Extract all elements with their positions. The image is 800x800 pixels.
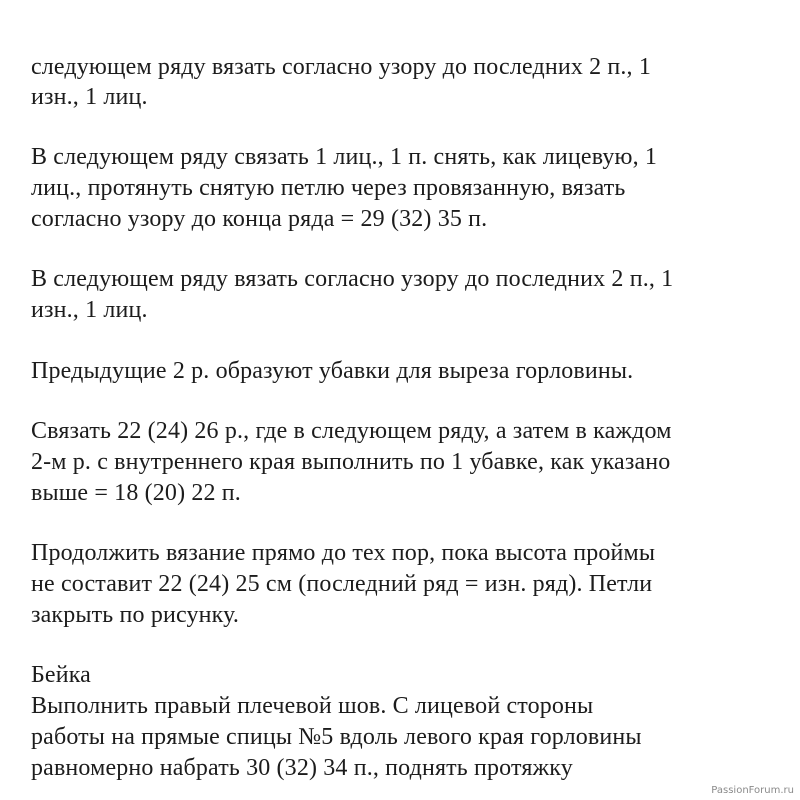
text-line: закрыть по рисунку. [31, 602, 239, 628]
text-line: Выполнить правый плечевой шов. С лицевой стороны [31, 693, 594, 719]
text-line: работы на прямые спицы №5 вдоль левого края горловины [31, 724, 642, 750]
watermark: PassionForum.ru [711, 785, 794, 796]
text-line: не составит 22 (24) 25 см (последний ряд = изн. ряд). Петли [31, 571, 653, 597]
text-line: В следующем ряду вязать согласно узору до последних 2 п., 1 [31, 266, 674, 292]
text-line: В следующем ряду связать 1 лиц., 1 п. снять, как лицевую, 1 [31, 144, 658, 170]
text-line: Связать 22 (24) 26 р., где в следующем ряду, а затем в каждом [31, 418, 672, 444]
text-line: 2-м р. с внутреннего края выполнить по 1 убавке, как указано [31, 449, 671, 475]
section-heading: Бейка [31, 662, 91, 688]
text-line: изн., 1 лиц. [31, 297, 148, 323]
text-line: изн., 1 лиц. [31, 84, 148, 110]
text-line: выше = 18 (20) 22 п. [31, 480, 241, 506]
text-line: следующем ряду вязать согласно узору до последних 2 п., 1 [31, 54, 652, 80]
text-line: согласно узору до конца ряда = 29 (32) 35 п. [31, 206, 488, 232]
text-line: равномерно набрать 30 (32) 34 п., поднять протяжку [31, 755, 573, 781]
text-line: Предыдущие 2 р. образуют убавки для выреза горловины. [31, 358, 634, 384]
text-line: лиц., протянуть снятую петлю через провязанную, вязать [31, 175, 626, 201]
text-line: Продолжить вязание прямо до тех пор, пока высота проймы [31, 540, 656, 566]
